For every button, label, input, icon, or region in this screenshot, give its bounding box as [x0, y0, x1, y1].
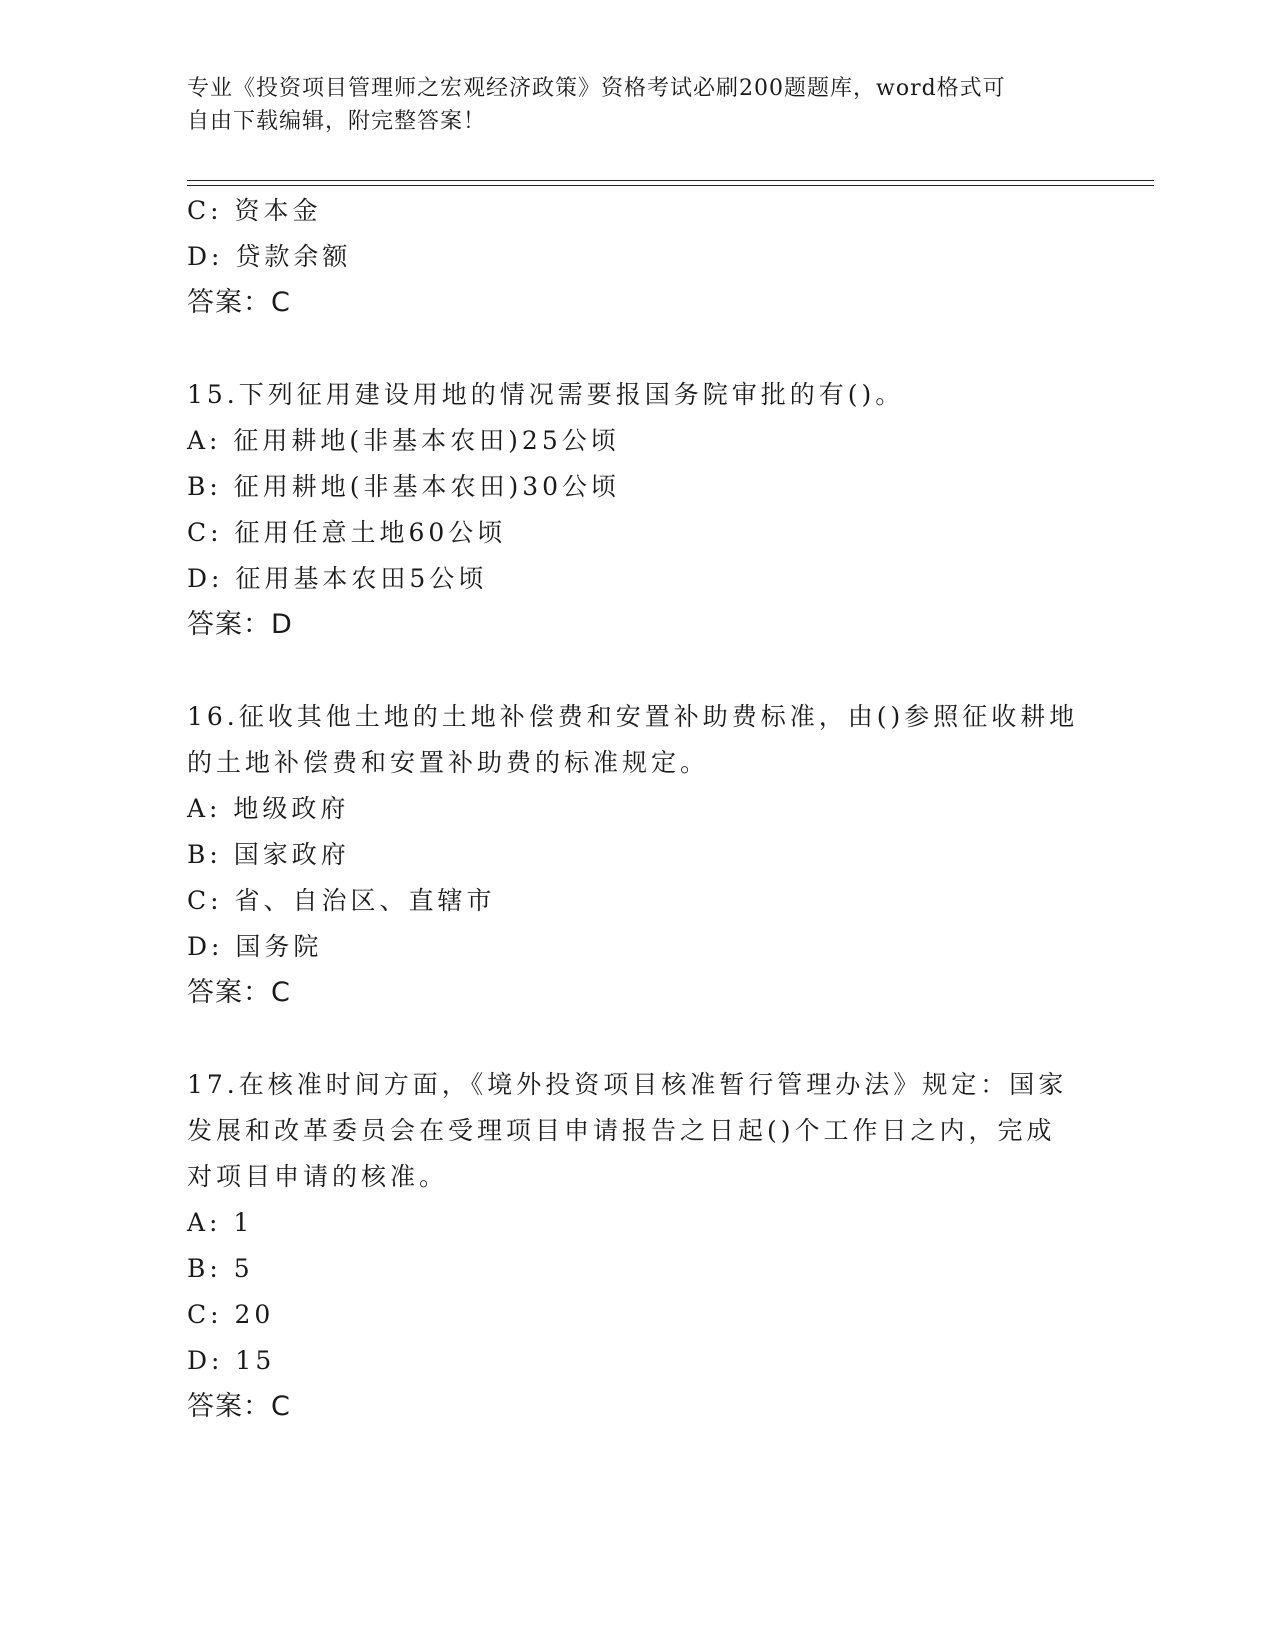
- answer: 答案：C: [187, 287, 291, 318]
- option-d: D: 贷款余额: [187, 242, 352, 271]
- question-16: [187, 694, 1087, 1016]
- option-d: D: 15: [187, 1346, 276, 1375]
- option-b: B: 5: [187, 1254, 254, 1283]
- option-c: C: 征用任意土地60公顷: [187, 518, 507, 547]
- header-rule-bottom: [187, 185, 1154, 186]
- option-b: B: 国家政府: [187, 840, 350, 869]
- option-c: C: 省、自治区、直辖市: [187, 886, 496, 915]
- header-line-2: 自由下载编辑，附完整答案！: [187, 109, 487, 134]
- option-d: D: 国务院: [187, 932, 323, 961]
- answer: 答案：D: [187, 609, 293, 640]
- answer: 答案：C: [187, 1391, 291, 1422]
- question-stem: 15.下列征用建设用地的情况需要报国务院审批的有()。: [187, 380, 905, 409]
- option-c: C: 资本金: [187, 196, 322, 225]
- question-stem-line-2: 发展和改革委员会在受理项目申请报告之日起()个工作日之内，完成: [187, 1116, 1056, 1145]
- question-stem-line-2: 的土地补偿费和安置补助费的标准规定。: [187, 748, 710, 777]
- question-stem-line-1: 17.在核准时间方面，《境外投资项目核准暂行管理办法》规定：国家: [187, 1070, 1068, 1099]
- question-stem-line-3: 对项目申请的核准。: [187, 1162, 449, 1191]
- option-a: A: 1: [187, 1208, 254, 1237]
- option-c: C: 20: [187, 1300, 275, 1329]
- document-body: [187, 188, 1087, 1430]
- document-header: [187, 72, 1067, 138]
- answer: 答案：C: [187, 977, 291, 1008]
- question-stem-line-1: 16.征收其他土地的土地补偿费和安置补助费标准，由()参照征收耕地: [187, 702, 1079, 731]
- question-17: [187, 1062, 1087, 1430]
- option-a: A: 地级政府: [187, 794, 350, 823]
- header-line-1: 专业《投资项目管理师之宏观经济政策》资格考试必刷200题题库，word格式可: [187, 76, 1006, 101]
- option-b: B: 征用耕地(非基本农田)30公顷: [187, 472, 621, 501]
- option-d: D: 征用基本农田5公顷: [187, 564, 488, 593]
- question-15: [187, 372, 1087, 648]
- question-14-tail: [187, 188, 1087, 326]
- option-a: A: 征用耕地(非基本农田)25公顷: [187, 426, 620, 455]
- header-rule-top: [187, 180, 1154, 181]
